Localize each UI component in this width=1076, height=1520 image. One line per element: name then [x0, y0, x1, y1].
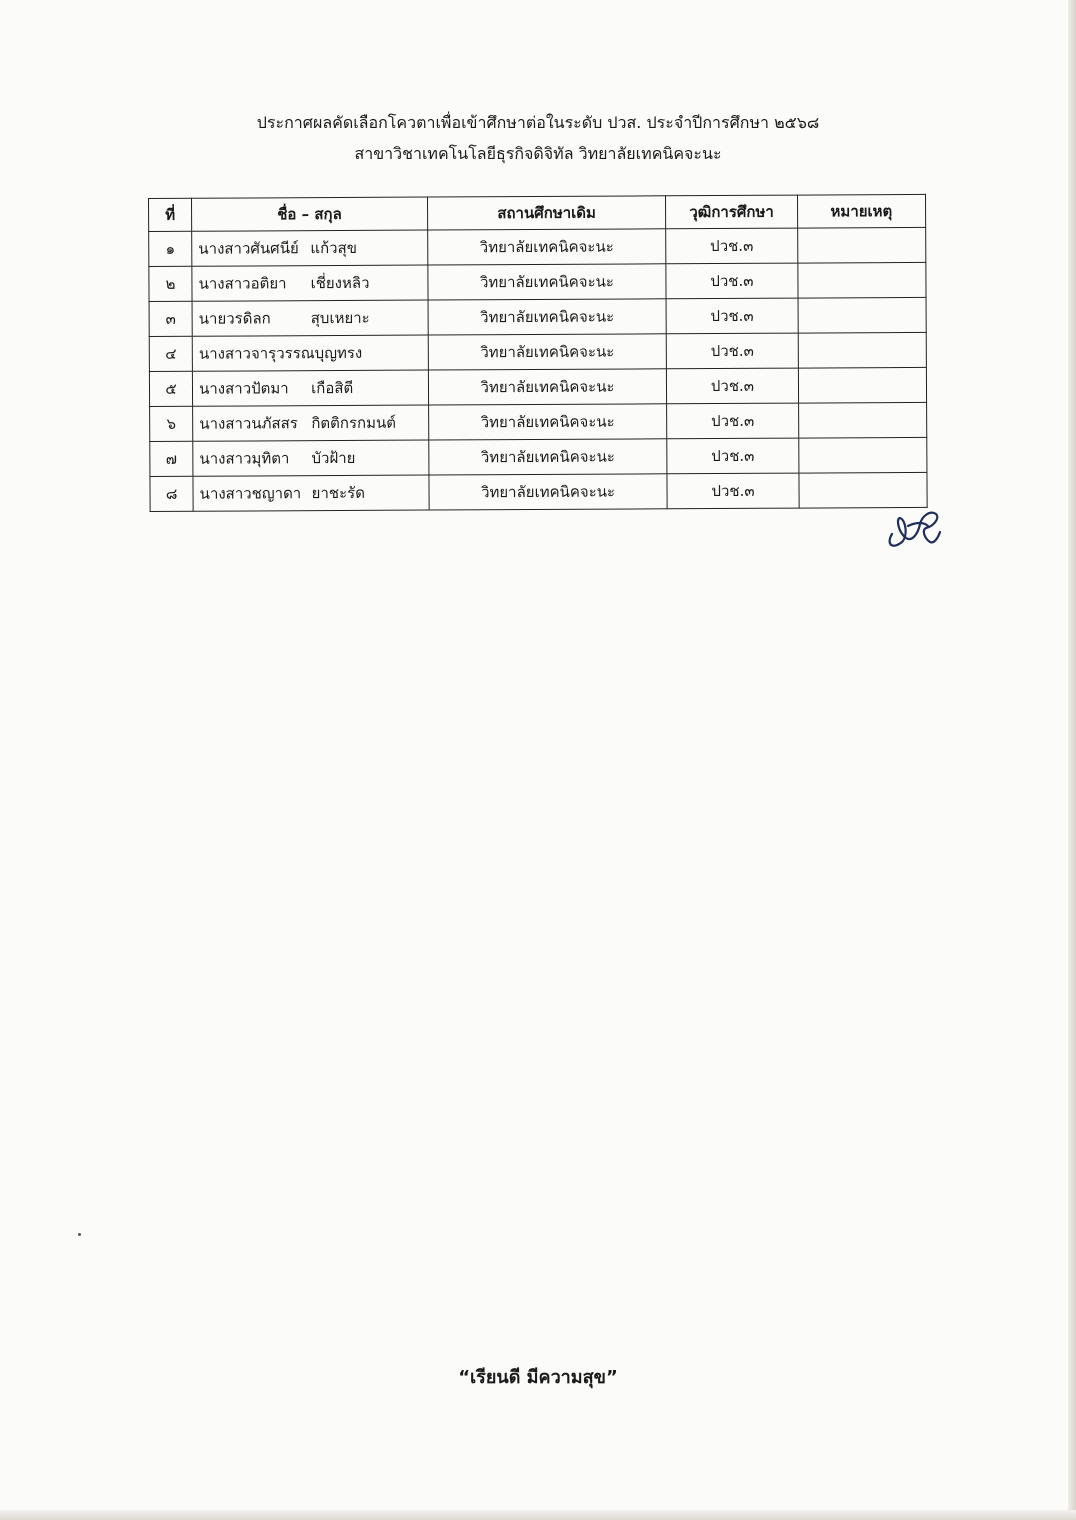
selection-results-table — [148, 194, 928, 512]
row-note — [798, 297, 927, 333]
row-note — [798, 367, 927, 403]
row-name — [193, 370, 429, 406]
row-school: วิทยาลัยเทคนิคจะนะ — [428, 264, 667, 300]
row-name — [192, 300, 428, 336]
table-row — [150, 402, 927, 441]
row-no: ๔ — [149, 336, 192, 371]
row-school: วิทยาลัยเทคนิคจะนะ — [429, 474, 668, 510]
table-row — [149, 297, 926, 336]
last-name: แก้วสุข — [310, 238, 358, 258]
row-school: วิทยาลัยเทคนิคจะนะ — [427, 229, 666, 265]
first-name: นางสาวนภัสสร — [199, 414, 298, 433]
row-qualification: ปวช.๓ — [667, 403, 799, 439]
paper-edge-right — [1068, 0, 1076, 1520]
row-qualification: ปวช.๓ — [667, 333, 799, 369]
row-qualification: ปวช.๓ — [666, 228, 798, 264]
row-no: ๗ — [150, 441, 193, 476]
row-name — [193, 405, 429, 441]
row-qualification: ปวช.๓ — [667, 438, 799, 474]
first-name: นางสาวอติยา — [198, 274, 287, 293]
row-no: ๓ — [149, 301, 192, 336]
header-no: ที่ — [149, 198, 192, 231]
first-name: นางสาวมุทิตา — [199, 449, 290, 468]
header-qualification: วุฒิการศึกษา — [666, 195, 797, 229]
row-name — [193, 440, 429, 476]
table-row — [150, 437, 927, 476]
row-qualification: ปวช.๓ — [666, 298, 798, 334]
table-row — [149, 332, 926, 371]
paper-speck — [78, 1233, 81, 1236]
paper-edge-bottom — [0, 1510, 1076, 1520]
announcement-title: ประกาศผลคัดเลือกโควตาเพื่อเข้าศึกษาต่อในระดับ ปวส. ประจำปีการศึกษา ๒๕๖๘ — [256, 113, 820, 132]
header-note: หมายเหตุ — [797, 194, 926, 228]
row-school: วิทยาลัยเทคนิคจะนะ — [428, 334, 667, 370]
department-subtitle: สาขาวิชาเทคโนโลยีธุรกิจดิจิทัล วิทยาลัยเทคนิคจะนะ — [354, 144, 722, 163]
header-school: สถานศึกษาเดิม — [427, 196, 666, 230]
row-no: ๕ — [149, 371, 192, 406]
row-school: วิทยาลัยเทคนิคจะนะ — [428, 299, 667, 335]
table-row — [149, 227, 926, 266]
last-name: บุญทรง — [314, 343, 363, 363]
table-row — [149, 367, 926, 406]
table-row — [149, 262, 926, 301]
row-no: ๖ — [150, 406, 193, 441]
last-name: สุบเหยาะ — [310, 308, 370, 328]
row-name — [193, 475, 429, 511]
row-note — [798, 437, 927, 473]
first-name: นางสาวศันศนีย์ — [198, 239, 299, 258]
first-name: นางสาวจารุวรรณ — [198, 344, 315, 363]
row-no: ๘ — [150, 476, 193, 511]
college-motto: “เรียนดี มีความสุข” — [458, 1367, 618, 1388]
row-note — [798, 332, 927, 368]
row-qualification: ปวช.๓ — [667, 473, 799, 509]
row-qualification: ปวช.๓ — [666, 263, 798, 299]
row-note — [797, 262, 926, 298]
last-name: บัวฝ้าย — [311, 448, 356, 468]
last-name: เกือสิตี — [311, 378, 354, 398]
row-qualification: ปวช.๓ — [667, 368, 799, 404]
row-name — [192, 335, 428, 371]
first-name: นางสาวชญาดา — [199, 484, 302, 503]
header-name: ชื่อ – สกุล — [192, 197, 428, 231]
table-row — [150, 472, 927, 511]
first-name: นางสาวปัตมา — [199, 379, 289, 398]
row-no: ๑ — [149, 231, 192, 266]
last-name: เชี่ยงหลิว — [310, 273, 370, 293]
first-name: นายวรดิลก — [198, 309, 271, 328]
row-name — [192, 265, 428, 301]
row-school: วิทยาลัยเทคนิคจะนะ — [428, 404, 667, 440]
row-school: วิทยาลัยเทคนิคจะนะ — [428, 369, 667, 405]
row-name — [192, 230, 428, 266]
last-name: ยาชะรัด — [311, 483, 365, 503]
last-name: กิตติกรกมนต์ — [311, 413, 397, 433]
row-no: ๒ — [149, 266, 192, 301]
row-note — [797, 227, 926, 263]
row-school: วิทยาลัยเทคนิคจะนะ — [428, 439, 667, 475]
handwritten-signature — [878, 496, 948, 556]
table-header-row — [149, 194, 926, 231]
row-note — [798, 402, 927, 438]
